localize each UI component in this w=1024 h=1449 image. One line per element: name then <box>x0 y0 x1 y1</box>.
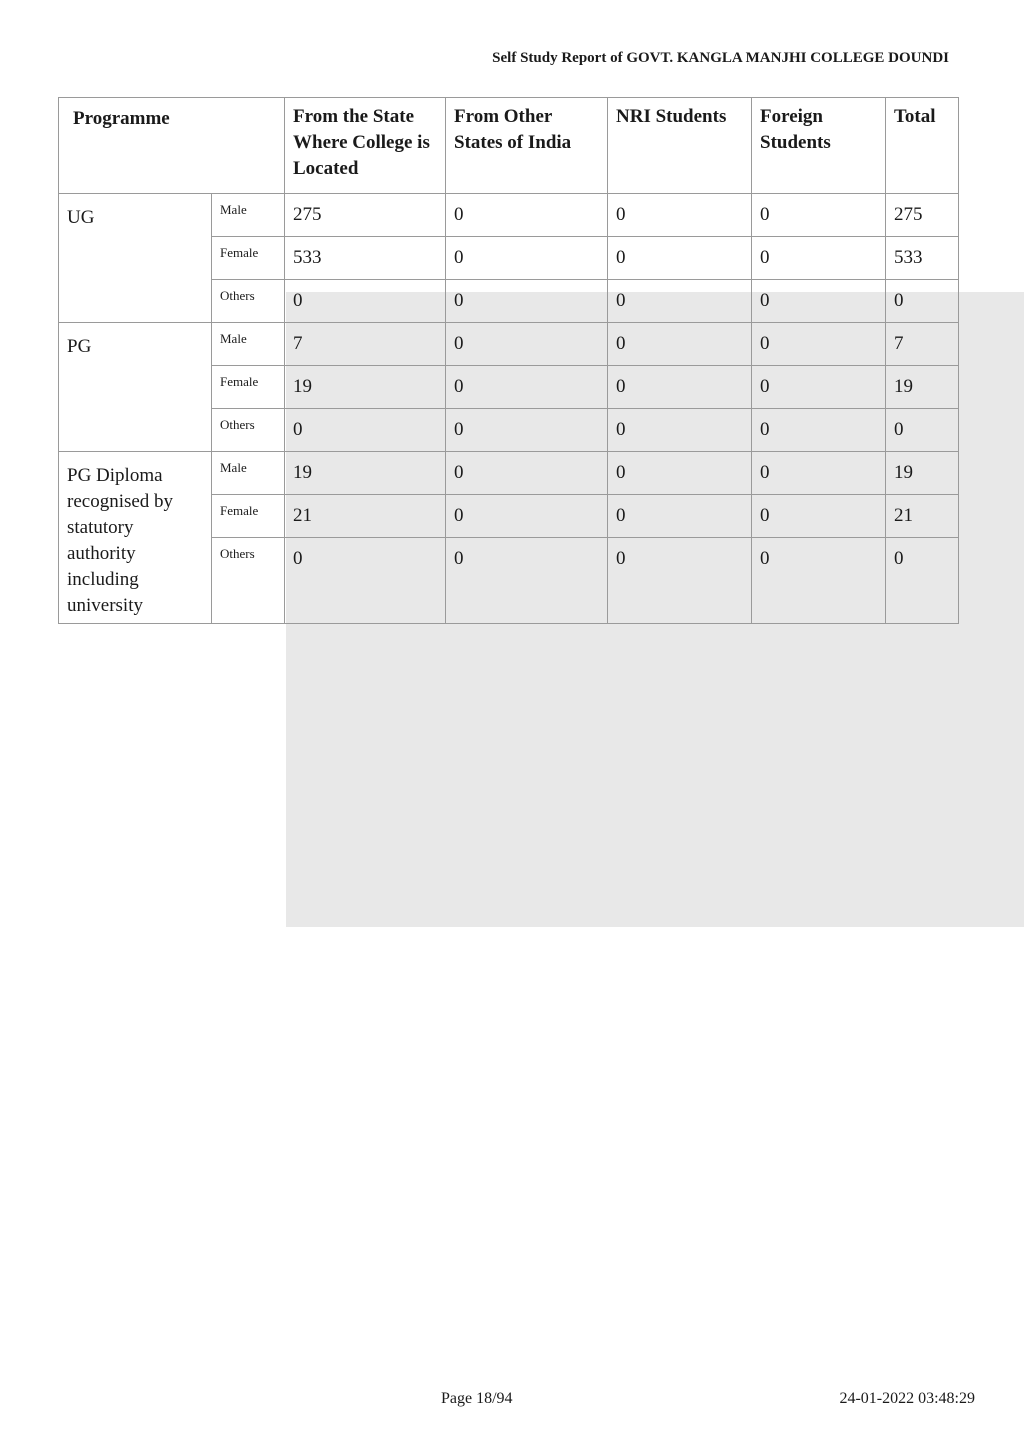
value-cell: 0 <box>752 495 886 538</box>
total-cell: 0 <box>886 409 959 452</box>
gender-cell: Female <box>212 495 285 538</box>
column-header-other-states: From Other States of India <box>446 98 608 194</box>
programme-cell: PG Diploma recognised by statutory authority including university <box>59 452 212 624</box>
value-cell: 19 <box>285 452 446 495</box>
value-cell: 0 <box>608 538 752 624</box>
gender-cell: Others <box>212 409 285 452</box>
value-cell: 0 <box>285 409 446 452</box>
total-cell: 7 <box>886 323 959 366</box>
value-cell: 275 <box>285 194 446 237</box>
total-cell: 0 <box>886 280 959 323</box>
gender-cell: Male <box>212 194 285 237</box>
gender-cell: Others <box>212 280 285 323</box>
value-cell: 0 <box>446 194 608 237</box>
value-cell: 21 <box>285 495 446 538</box>
programme-cell: PG <box>59 323 212 452</box>
gender-cell: Male <box>212 452 285 495</box>
value-cell: 0 <box>608 452 752 495</box>
value-cell: 0 <box>446 409 608 452</box>
total-cell: 0 <box>886 538 959 624</box>
gender-cell: Male <box>212 323 285 366</box>
value-cell: 0 <box>608 323 752 366</box>
table-row <box>59 323 959 366</box>
value-cell: 0 <box>752 452 886 495</box>
value-cell: 0 <box>446 366 608 409</box>
report-header: Self Study Report of GOVT. KANGLA MANJHI COLLEGE DOUNDI <box>492 50 949 66</box>
value-cell: 0 <box>446 323 608 366</box>
value-cell: 0 <box>446 280 608 323</box>
value-cell: 0 <box>608 194 752 237</box>
total-cell: 275 <box>886 194 959 237</box>
value-cell: 0 <box>752 194 886 237</box>
gender-cell: Others <box>212 538 285 624</box>
value-cell: 533 <box>285 237 446 280</box>
footer-timestamp: 24-01-2022 03:48:29 <box>839 1390 975 1407</box>
value-cell: 0 <box>752 409 886 452</box>
value-cell: 0 <box>608 237 752 280</box>
value-cell: 0 <box>608 366 752 409</box>
value-cell: 0 <box>446 237 608 280</box>
column-header-programme: Programme <box>59 98 285 194</box>
table-row <box>59 452 959 495</box>
value-cell: 0 <box>608 409 752 452</box>
value-cell: 0 <box>608 495 752 538</box>
value-cell: 0 <box>608 280 752 323</box>
value-cell: 0 <box>752 280 886 323</box>
value-cell: 0 <box>752 538 886 624</box>
table-header-row <box>59 98 959 194</box>
page-number: Page 18/94 <box>441 1390 513 1407</box>
column-header-total: Total <box>886 98 959 194</box>
value-cell: 19 <box>285 366 446 409</box>
total-cell: 19 <box>886 452 959 495</box>
column-header-from-state: From the State Where College is Located <box>285 98 446 194</box>
gender-cell: Female <box>212 237 285 280</box>
value-cell: 7 <box>285 323 446 366</box>
total-cell: 533 <box>886 237 959 280</box>
enrolment-table <box>58 97 959 624</box>
value-cell: 0 <box>752 366 886 409</box>
programme-cell: UG <box>59 194 212 323</box>
value-cell: 0 <box>446 495 608 538</box>
value-cell: 0 <box>752 323 886 366</box>
column-header-nri: NRI Students <box>608 98 752 194</box>
total-cell: 19 <box>886 366 959 409</box>
value-cell: 0 <box>285 280 446 323</box>
total-cell: 21 <box>886 495 959 538</box>
column-header-foreign: Foreign Students <box>752 98 886 194</box>
value-cell: 0 <box>752 237 886 280</box>
value-cell: 0 <box>446 452 608 495</box>
table-row <box>59 194 959 237</box>
value-cell: 0 <box>446 538 608 624</box>
value-cell: 0 <box>285 538 446 624</box>
gender-cell: Female <box>212 366 285 409</box>
